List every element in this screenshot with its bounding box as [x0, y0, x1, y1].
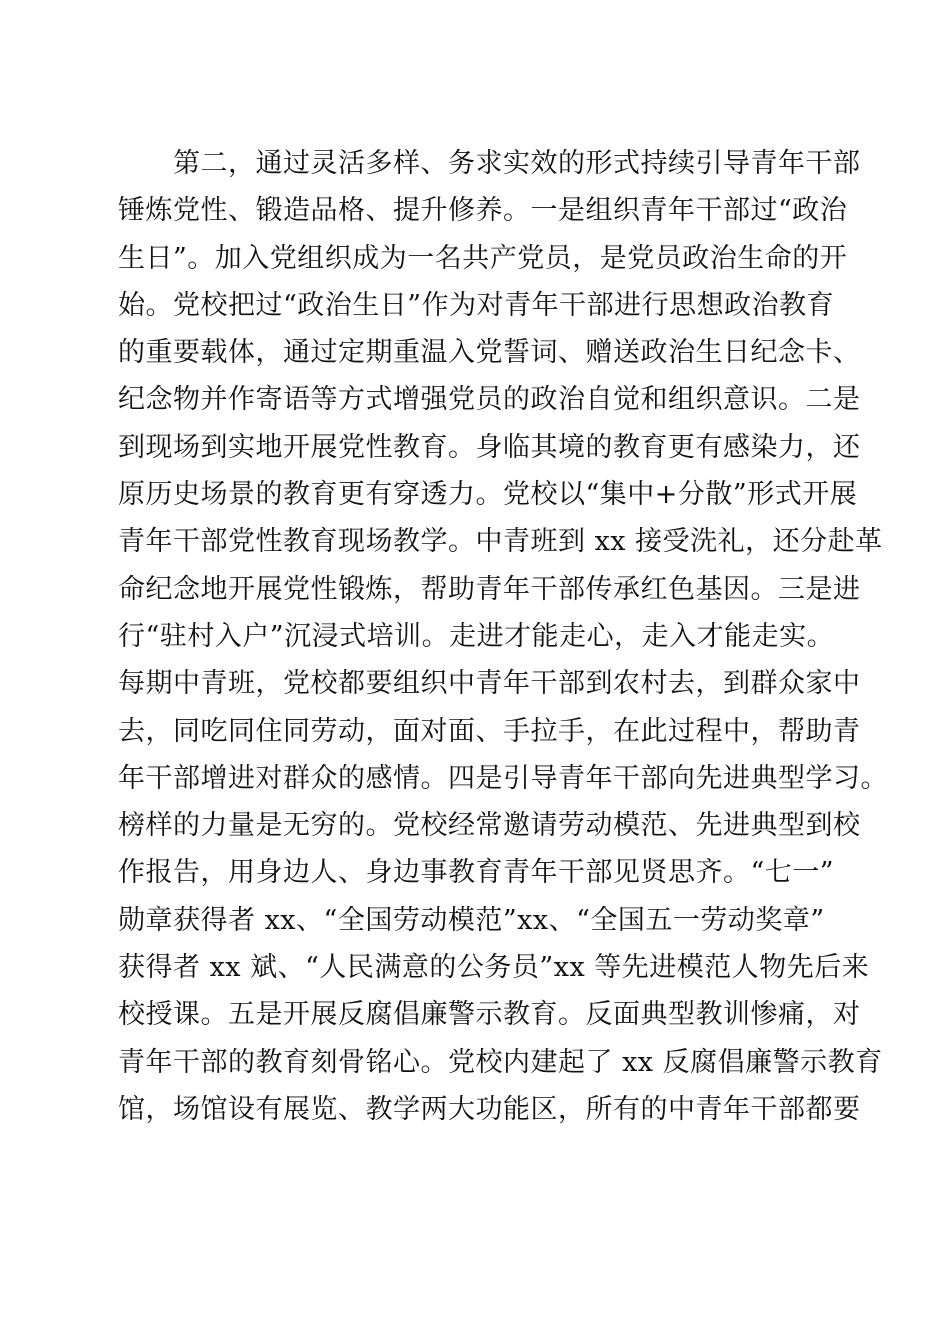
text-line: 的重要载体，通过定期重温入党誓词、赠送政治生日纪念卡、: [118, 337, 861, 369]
text-line: 榜样的力量是无穷的。党校经常邀请劳动模范、先进典型到校: [118, 810, 861, 842]
text-line: 生日”。加入党组织成为一名共产党员，是党员政治生命的开: [118, 242, 848, 274]
text-line: 锤炼党性、锻造品格、提升修养。一是组织青年干部过“政治: [118, 195, 848, 227]
text-line: 年干部增进对群众的感情。四是引导青年干部向先进典型学习。: [118, 762, 888, 794]
text-line: 馆，场馆设有展览、教学两大功能区，所有的中青年干部都要: [118, 1093, 861, 1125]
text-line: 校授课。五是开展反腐倡廉警示教育。反面典型教训惨痛，对: [118, 999, 861, 1031]
text-line: 每期中青班，党校都要组织中青年干部到农村去，到群众家中: [118, 668, 861, 700]
text-line: 纪念物并作寄语等方式增强党员的政治自觉和组织意识。二是: [118, 384, 861, 416]
text-line: 始。党校把过“政治生日”作为对青年干部进行思想政治教育: [118, 289, 835, 321]
text-line: 作报告，用身边人、身边事教育青年干部见贤思齐。“七一”: [118, 857, 835, 889]
text-line: 勋章获得者 xx、“全国劳动模范”xx、“全国五一劳动奖章”: [118, 904, 825, 936]
text-line: 到现场到实地开展党性教育。身临其境的教育更有感染力，还: [118, 431, 861, 463]
text-line: 命纪念地开展党性锻炼，帮助青年干部传承红色基因。三是进: [118, 573, 861, 605]
body-paragraph: [118, 140, 888, 1133]
text-line: 获得者 xx 斌、“人民满意的公务员”xx 等先进模范人物先后来: [118, 952, 870, 984]
text-line: 第二，通过灵活多样、务求实效的形式持续引导青年干部: [118, 148, 861, 179]
text-line: 青年干部的教育刻骨铭心。党校内建起了 xx 反腐倡廉警示教育: [118, 1046, 883, 1078]
text-line: 行“驻村入户”沉浸式培训。走进才能走心，走入才能走实。: [118, 620, 835, 652]
text-line: 青年干部党性教育现场教学。中青班到 xx 接受洗礼，还分赴革: [118, 526, 883, 558]
text-line: 去，同吃同住同劳动，面对面、手拉手，在此过程中，帮助青: [118, 715, 861, 747]
text-line: 原历史场景的教育更有穿透力。党校以“集中+分散”形式开展: [118, 479, 858, 511]
